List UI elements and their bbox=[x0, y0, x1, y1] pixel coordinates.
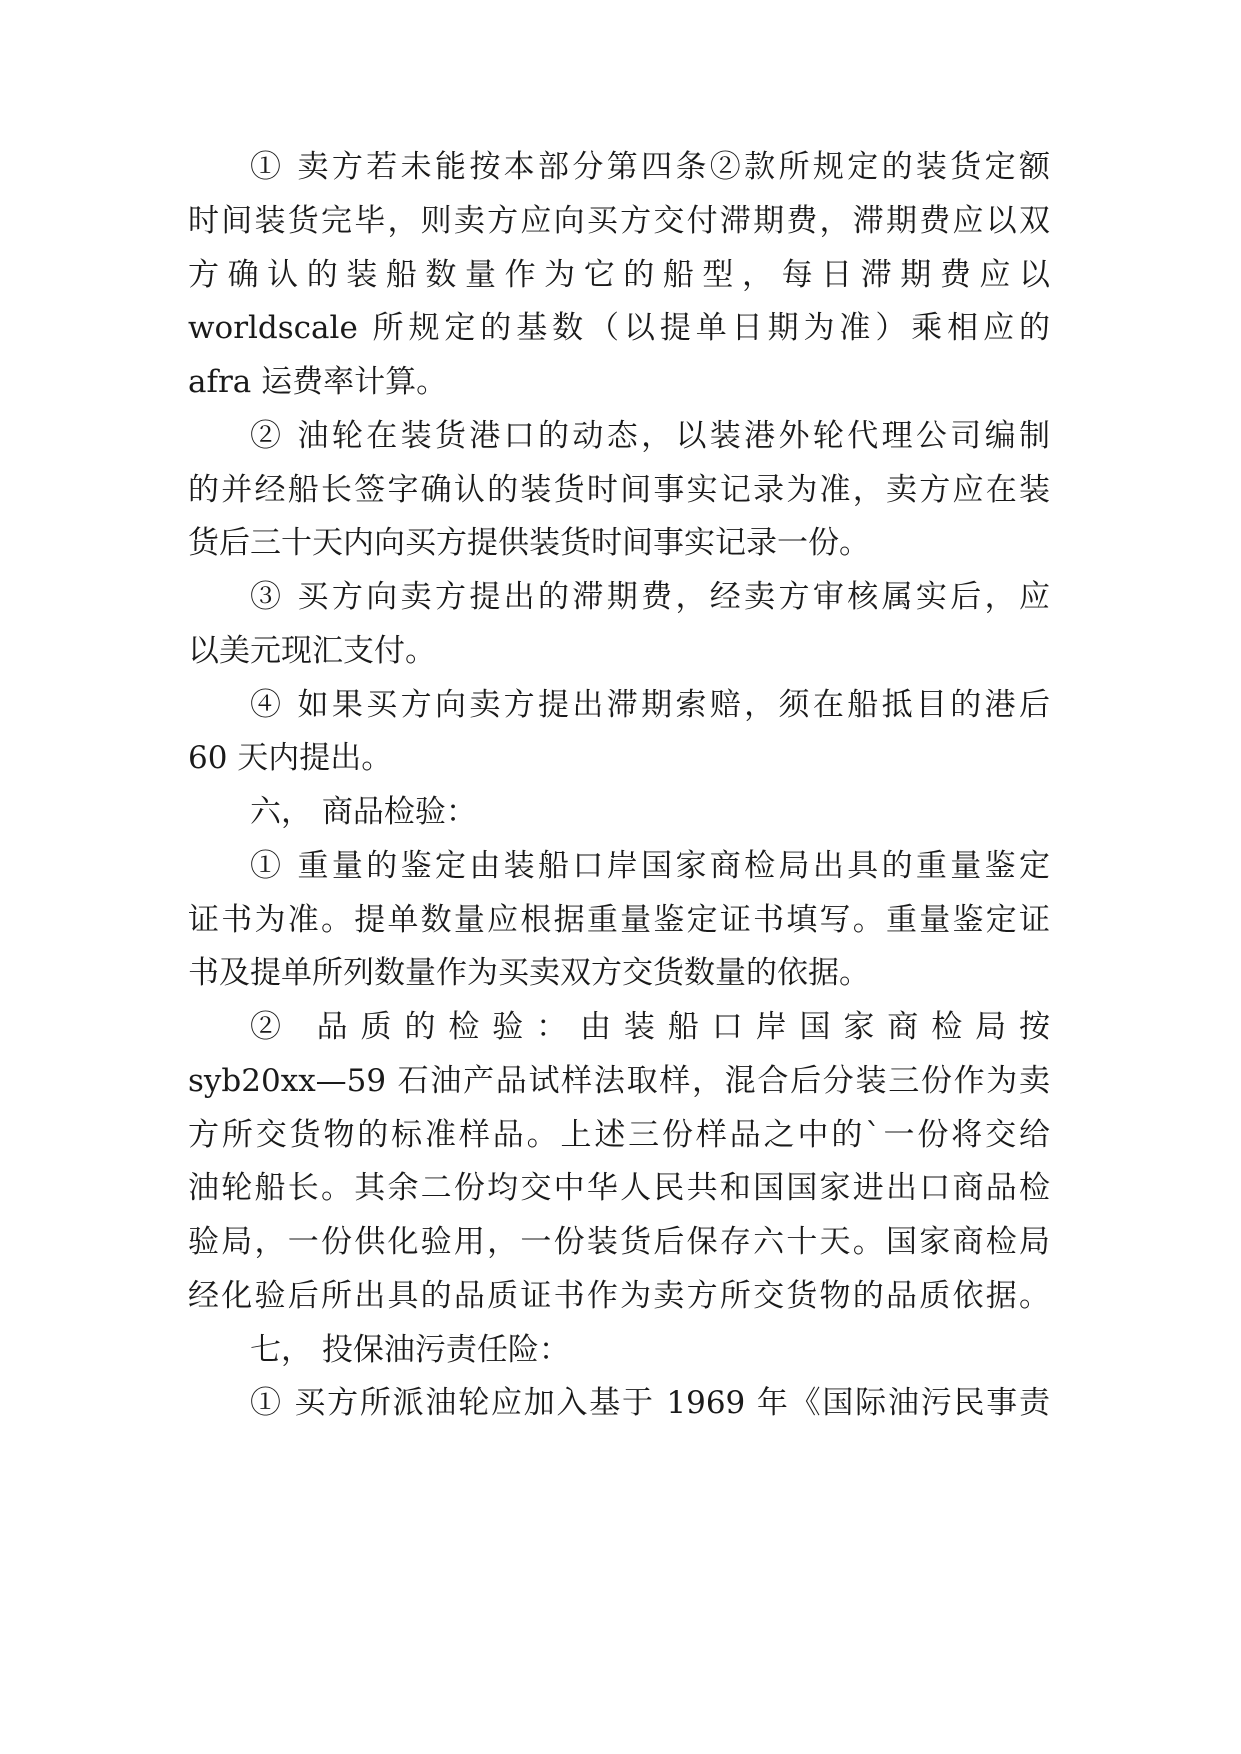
text-line: ③ 买方向卖方提出的滞期费，经卖方审核属实后，应 bbox=[250, 579, 1050, 615]
text-line: 货后三十天内向买方提供装货时间事实记录一份。 bbox=[188, 525, 870, 561]
text-line: 油轮船长。其余二份均交中华人民共和国国家进出口商品检 bbox=[188, 1170, 1050, 1206]
text-line: 方所交货物的标准样品。上述三份样品之中的`一份将交给 bbox=[188, 1117, 1050, 1153]
text-line: 证书为准。提单数量应根据重量鉴定证书填写。重量鉴定证 bbox=[188, 902, 1050, 938]
text-line: worldscale 所规定的基数（以提单日期为准）乘相应的 bbox=[188, 310, 1050, 346]
text-line: ① 重量的鉴定由装船口岸国家商检局出具的重量鉴定 bbox=[250, 848, 1050, 884]
text-line: ① 卖方若未能按本部分第四条②款所规定的装货定额 bbox=[250, 149, 1050, 185]
text-line: 以美元现汇支付。 bbox=[188, 633, 436, 669]
text-line: 的并经船长签字确认的装货时间事实记录为准，卖方应在装 bbox=[188, 472, 1050, 508]
text-line: 方确认的装船数量作为它的船型，每日滞期费应以 bbox=[188, 257, 1050, 293]
text-line: ④ 如果买方向卖方提出滞期索赔，须在船抵目的港后 bbox=[250, 687, 1050, 723]
section-heading: 六， 商品检验： bbox=[250, 794, 477, 830]
text-line: 时间装货完毕，则卖方应向买方交付滞期费，滞期费应以双 bbox=[188, 203, 1050, 239]
text-line: 书及提单所列数量作为买卖双方交货数量的依据。 bbox=[188, 955, 870, 991]
text-line: ② 油轮在装货港口的动态，以装港外轮代理公司编制 bbox=[250, 418, 1050, 454]
text-line: 60 天内提出。 bbox=[188, 740, 393, 776]
text-line: ① 买方所派油轮应加入基于 1969 年《国际油污民事责 bbox=[250, 1385, 1050, 1421]
section-heading: 七， 投保油污责任险： bbox=[250, 1332, 570, 1368]
text-line: syb20xx—59 石油产品试样法取样，混合后分装三份作为卖 bbox=[188, 1063, 1050, 1099]
text-line: 验局，一份供化验用，一份装货后保存六十天。国家商检局 bbox=[188, 1224, 1050, 1260]
text-line: afra 运费率计算。 bbox=[188, 364, 448, 400]
text-line: ② 品质的检验：由装船口岸国家商检局按 bbox=[250, 1009, 1050, 1045]
text-line: 经化验后所出具的品质证书作为卖方所交货物的品质依据。 bbox=[188, 1278, 1050, 1314]
